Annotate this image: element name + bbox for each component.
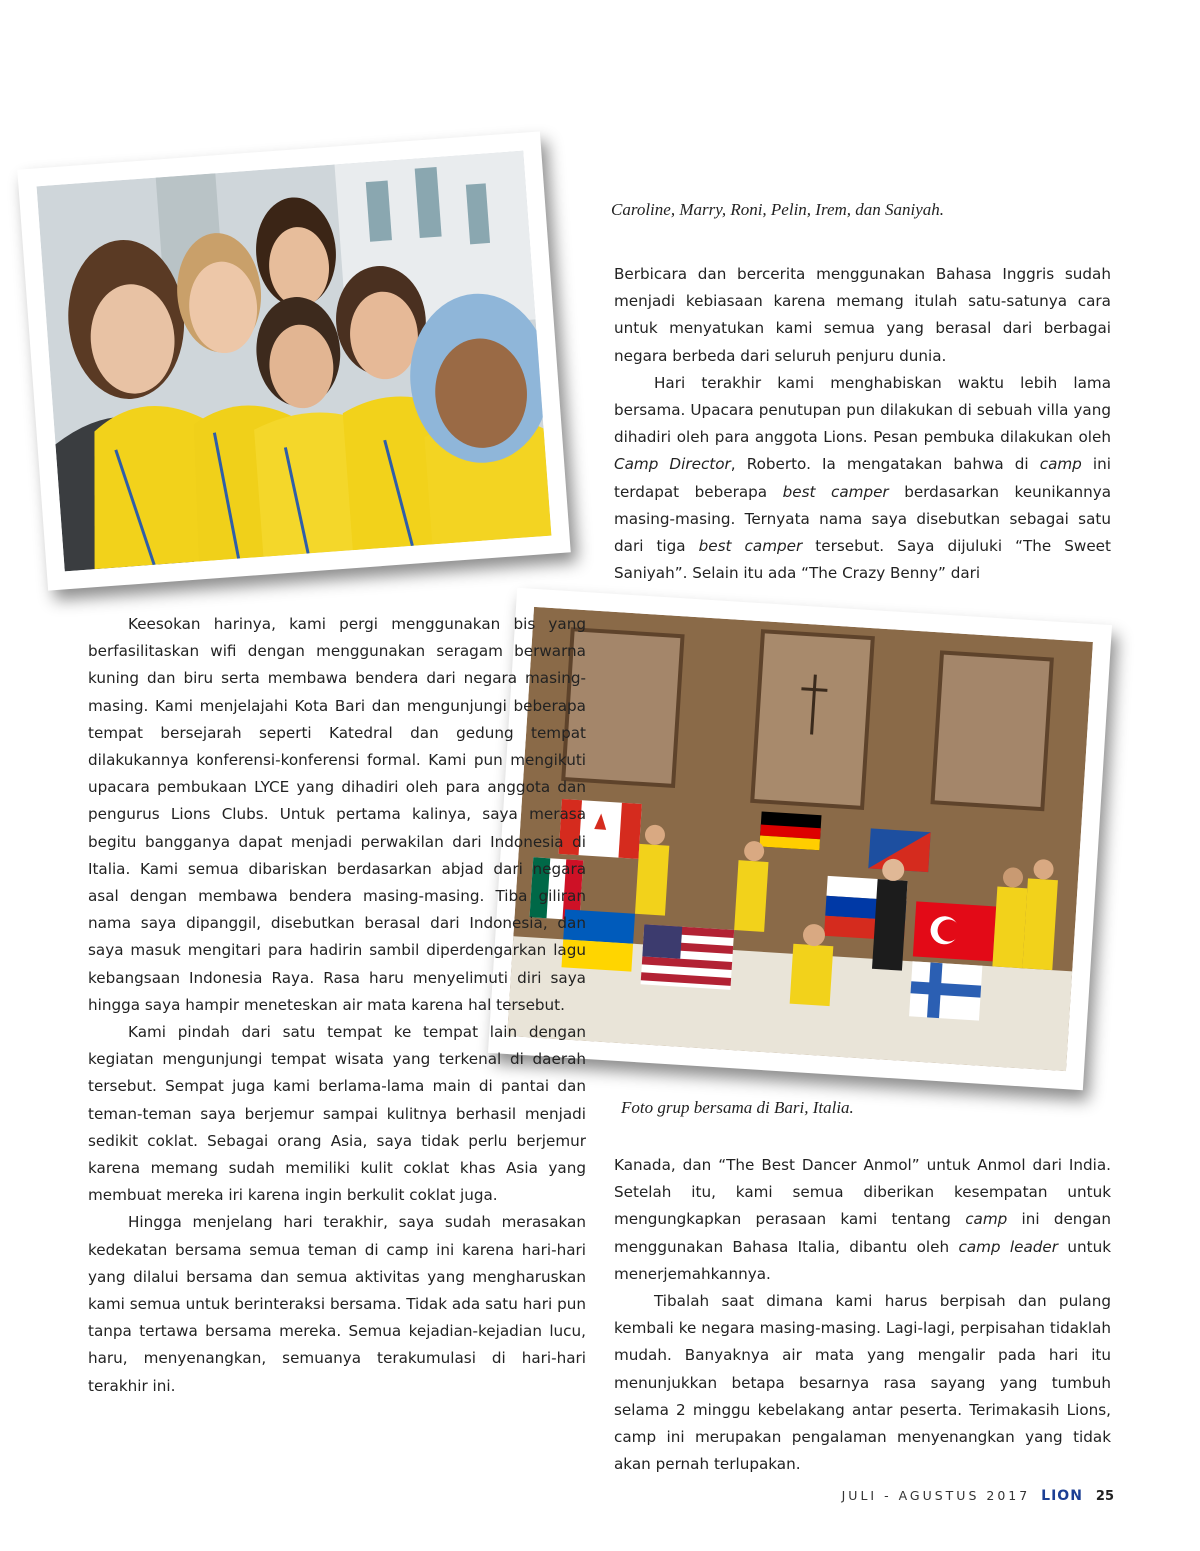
top-photo-caption: Caroline, Marry, Roni, Pelin, Irem, dan Saniyah. bbox=[611, 200, 945, 219]
footer-issue: JULI - AGUSTUS 2017 bbox=[841, 1488, 1031, 1503]
paragraph-left-1: Keesokan harinya, kami pergi menggunakan bis yang berfasilitaskan wifi dengan menggunakan seragam berwarna kuning dan biru serta membawa bendera dari negara masing-masing. Kami menjelajahi Kota Bari dan mengunjungi beberapa tempat bersejarah seperti Katedral dan gedung tempat dilakukannya konferensi-konferensi formal. Kami pun mengikuti upacara pembukaan LYCE yang dihadiri oleh para anggota dan pengurus Lions Clubs. Untuk pertama kalinya, saya merasa begitu bangganya dapat menjadi perwakilan dari Indonesia di Italia. Kami semua dibariskan berdasarkan abjad dari negara asal dengan membawa bendera masing-masing. Tiba giliran nama saya dipanggil, disebutkan berasal dari Indonesia, dan saya masuk mengitari para hadirin sambil diperdengarkan lagu kebangsaan Indonesia Raya. Rasa haru menyelimuti diri saya hingga saya hampir meneteskan air mata karena hal tersebut. bbox=[88, 615, 586, 1014]
top-photo-frame bbox=[17, 131, 570, 590]
right-column-top bbox=[614, 261, 1111, 587]
paragraph-right-2: Hari terakhir kami menghabiskan waktu lebih lama bersama. Upacara penutupan pun dilakukan di sebuah villa yang dihadiri oleh para anggota Lions. Pesan pembuka dilakukan oleh Camp Director, Roberto. Ia mengatakan bahwa di camp ini terdapat beberapa best camper berdasarkan keunikannya masing-masing. Ternyata nama saya disebutkan sebagai satu dari tiga best camper tersebut. Saya dijuluki “The Sweet Saniyah”. Selain itu ada “The Crazy Benny” dari bbox=[614, 373, 1111, 583]
right-column-bottom bbox=[614, 1152, 1111, 1478]
top-photo-girls-in-yellow bbox=[37, 151, 552, 572]
group-photo-caption: Foto grup bersama di Bari, Italia. bbox=[621, 1098, 854, 1117]
page-footer bbox=[842, 1488, 1114, 1504]
paragraph-left-2: Kami pindah dari satu tempat ke tempat lain dengan kegiatan mengunjungi tempat wisata yang terkenal di daerah tersebut. Sempat juga kami berlama-lama main di pantai dan teman-teman saya berjemur sampai kulitnya berhasil menjadi sedikit coklat. Sebagai orang Asia, saya tidak perlu berjemur karena memang sudah memiliki kulit coklat khas Asia yang membuat mereka iri karena ingin berkulit coklat juga. bbox=[88, 1023, 586, 1205]
page-number: 25 bbox=[1095, 1489, 1114, 1504]
group-photo-flags-bari bbox=[507, 607, 1093, 1071]
footer-magazine-name: LION bbox=[1041, 1488, 1083, 1504]
paragraph-right-3: Kanada, dan “The Best Dancer Anmol” untuk Anmol dari India. Setelah itu, kami semua diberikan kesempatan untuk mengungkapkan perasaan kami tentang camp ini dengan menggunakan Bahasa Italia, dibantu oleh camp leader untuk menerjemahkannya. bbox=[614, 1156, 1112, 1283]
paragraph-right-1: Berbicara dan bercerita menggunakan Bahasa Inggris sudah menjadi kebiasaan karena memang itulah satu-satunya cara untuk menyatukan kami semua yang berasal dari berbagai negara berbeda dari seluruh penjuru dunia. bbox=[614, 265, 1111, 365]
paragraph-left-3: Hingga menjelang hari terakhir, saya sudah merasakan kedekatan bersama semua teman di camp ini karena hari-hari yang dilalui bersama dan semua aktivitas yang mengharuskan kami semua untuk berinteraksi bersama. Tidak ada satu hari pun tanpa tertawa bersama mereka. Semua kejadian-kejadian lucu, haru, menyenangkan, semuanya terakumulasi di hari-hari terakhir ini. bbox=[88, 1213, 586, 1395]
paragraph-right-4: Tibalah saat dimana kami harus berpisah dan pulang kembali ke negara masing-masing. Lagi-lagi, perpisahan tidaklah mudah. Banyaknya air mata yang mengalir pada hari itu menunjukkan betapa besarnya rasa sayang yang tumbuh selama 2 minggu kebelakang antar peserta. Terimakasih Lions, camp ini merupakan pengalaman menyenangkan yang tidak akan pernah terlupakan. bbox=[614, 1292, 1111, 1474]
left-column bbox=[88, 611, 586, 1400]
